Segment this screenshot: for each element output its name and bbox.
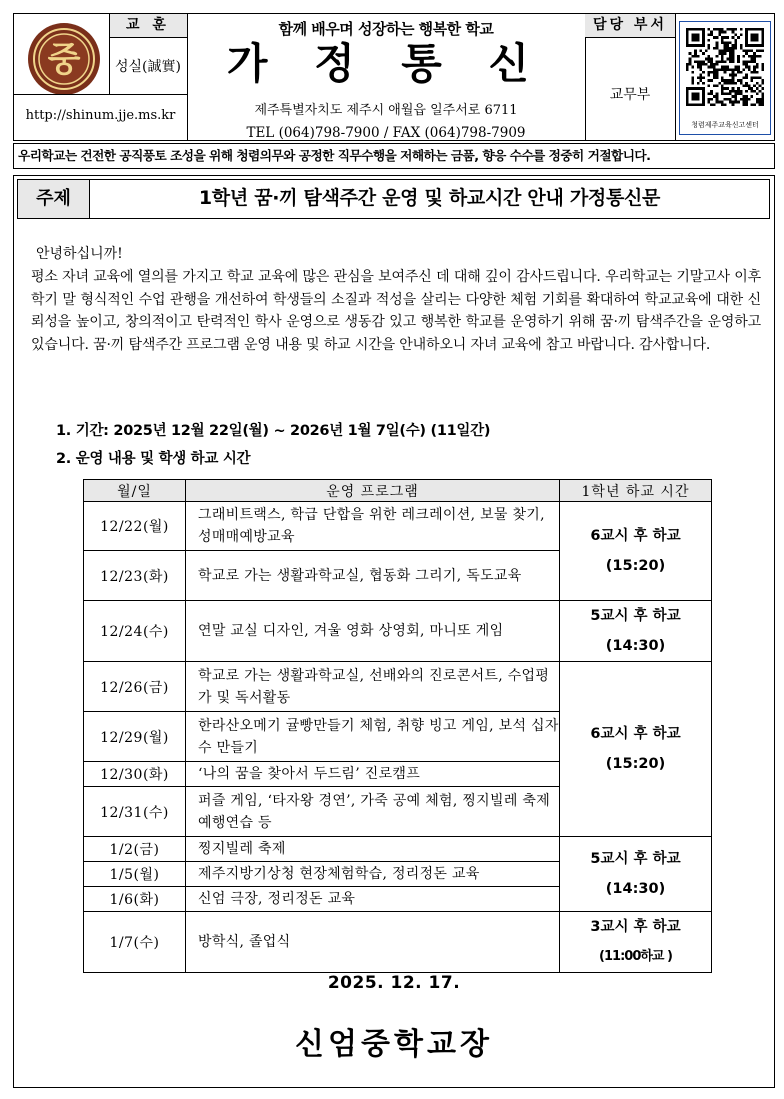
dismissal-time bbox=[560, 912, 712, 973]
row-program: 퍼즐 게임, ‘타자왕 경연’, 가죽 공예 체험, 찡지빌레 축제 예행연습 등 bbox=[186, 787, 560, 837]
subject-bar bbox=[17, 179, 770, 219]
table-row bbox=[84, 912, 712, 973]
column-header-program: 운영 프로그램 bbox=[186, 480, 560, 502]
principal-signature: 신엄중학교장 bbox=[295, 1027, 493, 1062]
qr-caption: 청렴제주교육신고센터 bbox=[691, 121, 759, 129]
time-line: 5교시 후 하교 bbox=[590, 851, 681, 867]
row-program: 학교로 가는 생활과학교실, 협동화 그리기, 독도교육 bbox=[186, 551, 560, 601]
document-title: 가 정 통 신 bbox=[226, 39, 546, 88]
row-date: 12/24(수) bbox=[84, 601, 186, 662]
row-program: 방학식, 졸업식 bbox=[186, 912, 560, 973]
row-program: 제주지방기상청 현장체험학습, 정리정돈 교육 bbox=[186, 862, 560, 887]
greeting: 안녕하십니까! bbox=[36, 246, 123, 262]
letterhead-center bbox=[187, 14, 585, 142]
row-date: 12/26(금) bbox=[84, 662, 186, 712]
row-date: 1/2(금) bbox=[84, 837, 186, 862]
row-date: 1/5(월) bbox=[84, 862, 186, 887]
time-line: 6교시 후 하교 bbox=[590, 726, 681, 742]
qr-code-box[interactable] bbox=[679, 21, 771, 135]
department-label: 담당 부서 bbox=[585, 14, 675, 38]
issue-date: 2025. 12. 17. bbox=[327, 973, 461, 993]
column-header-date: 월/일 bbox=[84, 480, 186, 502]
time-line: (15:20) bbox=[605, 756, 666, 772]
time-line: 6교시 후 하교 bbox=[590, 528, 681, 544]
row-program: 신엄 극장, 정리정돈 교육 bbox=[186, 887, 560, 912]
table-row bbox=[84, 662, 712, 712]
row-date: 12/29(월) bbox=[84, 712, 186, 762]
row-date: 1/6(화) bbox=[84, 887, 186, 912]
time-line: (14:30) bbox=[605, 881, 666, 897]
dismissal-time bbox=[560, 662, 712, 837]
row-program: ‘나의 꿈을 찾아서 두드림’ 진로캠프 bbox=[186, 762, 560, 787]
time-line: 3교시 후 하교 bbox=[590, 919, 681, 935]
subject-label: 주제 bbox=[18, 180, 90, 218]
school-emblem-icon bbox=[26, 21, 102, 97]
schedule-table bbox=[83, 479, 712, 973]
table-row bbox=[84, 837, 712, 862]
row-date: 1/7(수) bbox=[84, 912, 186, 973]
dismissal-time bbox=[560, 837, 712, 912]
department-box bbox=[585, 14, 675, 142]
integrity-notice: 우리학교는 건전한 공직풍토 조성을 위해 청렴의무와 공정한 직무수행을 저해하는 금품, 향응 수수를 정중히 거절합니다. bbox=[13, 143, 775, 169]
school-contact: TEL (064)798-7900 / FAX (064)798-7909 bbox=[246, 125, 526, 141]
department-name: 교무부 bbox=[609, 87, 651, 103]
row-program: 그래비트랙스, 학급 단합을 위한 레크레이션, 보물 찾기, 성매매예방교육 bbox=[186, 502, 560, 551]
emblem-letter: 중 bbox=[47, 40, 81, 80]
row-date: 12/22(월) bbox=[84, 502, 186, 551]
table-header-row bbox=[84, 480, 712, 502]
table-row bbox=[84, 601, 712, 662]
letterhead bbox=[13, 13, 775, 141]
dismissal-time bbox=[560, 601, 712, 662]
table-row bbox=[84, 502, 712, 551]
row-program: 학교로 가는 생활과학교실, 선배와의 진로콘서트, 수업평가 및 독서활동 bbox=[186, 662, 560, 712]
dismissal-time bbox=[560, 502, 712, 601]
row-program: 한라산오메기 귤빵만들기 체험, 취향 빙고 게임, 보석 십자수 만들기 bbox=[186, 712, 560, 762]
motto-label: 교 훈 bbox=[109, 14, 187, 38]
time-line: (15:20) bbox=[605, 558, 666, 574]
row-program: 찡지빌레 축제 bbox=[186, 837, 560, 862]
time-line: (14:30) bbox=[605, 638, 666, 654]
time-line: 5교시 후 하교 bbox=[590, 608, 681, 624]
period-item: 1. 기간: 2025년 12월 22일(월) ~ 2026년 1월 7일(수) (11일간) bbox=[56, 423, 491, 439]
time-line: (11:00하교 ) bbox=[599, 949, 672, 964]
school-url[interactable]: http://shinum.jje.ms.kr bbox=[25, 108, 176, 123]
row-date: 12/23(화) bbox=[84, 551, 186, 601]
row-date: 12/30(화) bbox=[84, 762, 186, 787]
column-header-time: 1학년 하교 시간 bbox=[560, 480, 712, 502]
qr-code-icon[interactable] bbox=[686, 28, 764, 106]
row-program: 연말 교실 디자인, 겨울 영화 상영회, 마니또 게임 bbox=[186, 601, 560, 662]
subject-title: 1학년 꿈·끼 탐색주간 운영 및 하교시간 안내 가정통신문 bbox=[198, 187, 661, 209]
body-paragraph: 평소 자녀 교육에 열의를 가지고 학교 교육에 많은 관심을 보여주신 데 대해 깊이 감사드립니다. 우리학교는 기말고사 이후 학기 말 형식적인 수업 관행을 개선하여 학생들의 소질과 적성을 살리는 다양한 체험 기회를 확대하여 학교교육에 대한 신뢰성을 높이고, 창의적이고 탄력적인 학사 운영으로 생동감 있고 행복한 학교를 운영하기 위해 꿈·끼 탐색주간을 운영하고 있습니다. 꿈·끼 탐색주간 프로그램 운영 내용 및 하교 시간을 안내하오니 자녀 교육에 참고 바랍니다. 감사합니다. bbox=[31, 269, 761, 353]
content-item: 2. 운영 내용 및 학생 하교 시간 bbox=[56, 451, 251, 467]
motto-box bbox=[109, 14, 187, 94]
school-slogan: 함께 배우며 성장하는 행복한 학교 bbox=[278, 20, 494, 38]
letter-body bbox=[13, 175, 775, 1088]
school-address: 제주특별자치도 제주시 애월읍 일주서로 6711 bbox=[254, 103, 518, 118]
row-date: 12/31(수) bbox=[84, 787, 186, 837]
motto-text: 성실(誠實) bbox=[115, 59, 181, 75]
